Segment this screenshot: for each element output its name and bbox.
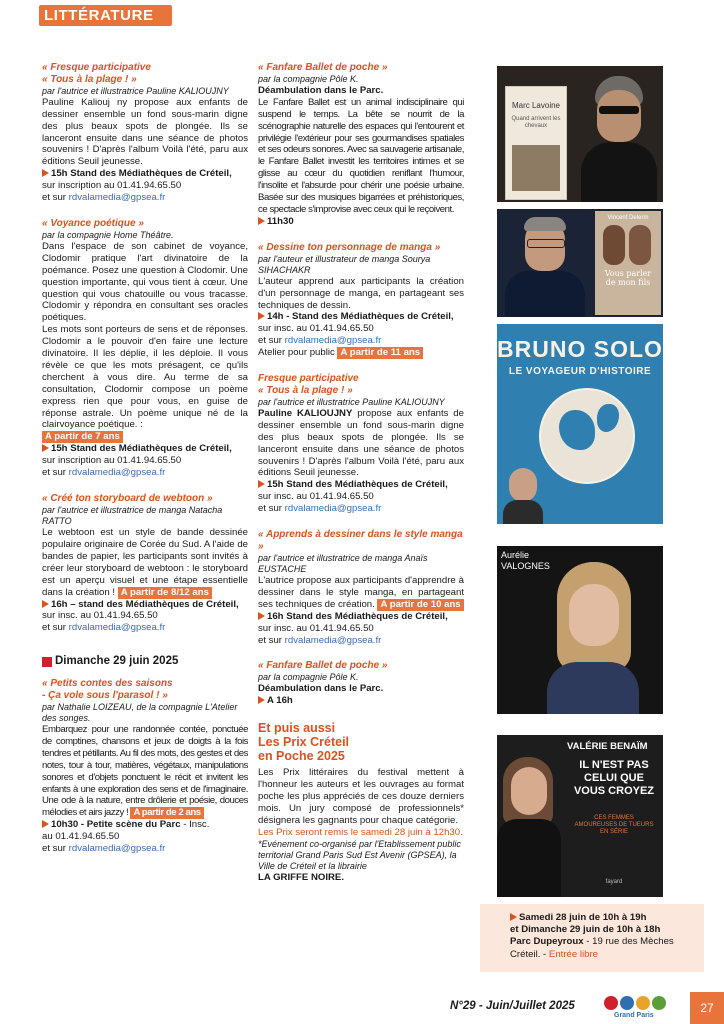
event-title: « Fresque participative bbox=[42, 62, 151, 73]
section-heading: en Poche 2025 bbox=[258, 749, 345, 764]
photo-aurelie-valognes bbox=[497, 546, 663, 714]
event-fresque-2 bbox=[258, 373, 464, 515]
event-fanfare bbox=[258, 62, 464, 228]
event-author: par la compagnie Pôle K. bbox=[258, 73, 359, 84]
author-portrait bbox=[497, 757, 561, 897]
section-header bbox=[39, 5, 172, 26]
event-time: 15h Stand des Médiathèques de Créteil, bbox=[42, 443, 248, 455]
book-title: Vous parler de mon fils bbox=[604, 269, 652, 287]
event-description: Les mots sont porteurs de sens et de réponses. Clodomir a le pouvoir d'en faire une lecture divinatoire. Il les déplie, il les déploie. Il vous révèle ce que les mots présagent, ce qu'ils cherchent à vous dire. Au terme de sa consultation, Clodomir compose un poème express rien que pour vous, en guise de réponse astrale. Un poème unique né de la clairvoyance poétique. : bbox=[42, 324, 248, 431]
book-bruno-solo bbox=[497, 324, 663, 524]
magazine-logo bbox=[604, 995, 676, 1021]
event-contes bbox=[42, 678, 248, 855]
event-time: 16h Stand des Médiathèques de Créteil, bbox=[258, 611, 464, 623]
email-link[interactable]: rdvalamedia@gpsea.fr bbox=[284, 335, 382, 347]
triangle-icon bbox=[42, 600, 49, 608]
email-link[interactable]: rdvalamedia@gpsea.fr bbox=[68, 843, 166, 855]
book-author: VALÉRIE BENAÏM bbox=[567, 741, 648, 752]
event-title: « Tous à la plage ! » bbox=[42, 73, 137, 85]
prix-note: *Evénement co-organisé par l'Etablissement public territorial Grand Paris Sud Est Avenir (GPSEA), la Ville de Créteil et la librairie bbox=[258, 838, 461, 871]
event-phone: sur insc. au 01.41.94.65.50 bbox=[42, 610, 158, 622]
author-portrait bbox=[581, 76, 657, 202]
event-description: Embarquez pour une randonnée contée, ponctuée de comptines, chansons et jeux de doigts à la fois tendres et pétillants. Au fil des mots, des gestes et des notes, tour à tour, matières, végétaux, manipulations sonores et d'objets ponctuent le récit et invitent les enfants à une exploration des sens et de l'imaginaire. Une ode à la nature, entre drôlerie et poésie, douces mélodies et airs jazzy ! A partir de 2 ans bbox=[42, 723, 248, 819]
triangle-icon bbox=[42, 820, 49, 828]
prix-description: Les Prix littéraires du festival mettent à l'honneur les auteurs et les ouvrages au format poche les plus appréciés de ces douze derniers mois. Un jury composé de professionnels* désignera les gagnants pour chaque catégorie. bbox=[258, 767, 464, 826]
author-lastname: VALOGNES bbox=[501, 561, 550, 571]
event-phone: sur insc. au 01.41.94.65.50 bbox=[258, 491, 374, 503]
event-fresque bbox=[42, 62, 248, 204]
book-cover bbox=[595, 211, 661, 315]
entry-info: Entrée libre bbox=[548, 948, 598, 960]
event-title: « Dessine ton personnage de manga » bbox=[258, 241, 441, 253]
event-title: « Apprends à dessiner dans le style manga » bbox=[258, 529, 463, 552]
triangle-icon bbox=[258, 217, 265, 225]
book-title-line1: BRUNO SOLO bbox=[497, 336, 663, 362]
event-author: par Nathalie LOIZEAU, de la compagnie L'Atelier des songes. bbox=[42, 701, 238, 723]
event-author: par la compagnie Pôle K. bbox=[258, 672, 359, 683]
event-title: Fresque participative bbox=[258, 373, 359, 385]
event-author: par l'autrice et illustratrice de manga Natacha RATTO bbox=[42, 505, 223, 526]
event-contact: et sur rdvalamedia@gpsea.fr bbox=[42, 622, 166, 634]
event-time: A 16h bbox=[258, 695, 464, 707]
photo-marc-lavoine bbox=[497, 66, 663, 202]
event-author: par la compagnie Home Théâtre. bbox=[42, 229, 174, 240]
age-badge-row bbox=[42, 431, 248, 443]
event-author: par l'autrice et illustratrice Pauline KALIOUJNY bbox=[42, 85, 229, 96]
event-title: « Tous à la plage ! » bbox=[258, 385, 353, 397]
event-time: 15h Stand des Médiathèques de Créteil, bbox=[258, 479, 464, 491]
age-badge: A partir de 10 ans bbox=[377, 599, 463, 611]
event-author: par l'autrice et illustratrice de manga Anaïs EUSTACHE bbox=[258, 552, 428, 574]
event-title: - Ça vole sous l'parasol ! » bbox=[42, 690, 168, 702]
square-icon bbox=[42, 657, 52, 667]
logo-text: Grand Paris bbox=[614, 1012, 654, 1019]
event-title: « Fanfare Ballet de poche » bbox=[258, 660, 388, 672]
email-link[interactable]: rdvalamedia@gpsea.fr bbox=[284, 503, 382, 515]
book-author: Vincent Delerm bbox=[607, 215, 649, 221]
author-portrait bbox=[497, 209, 593, 317]
event-phone: sur inscription au 01.41.94.65.50 bbox=[42, 455, 182, 467]
event-title: « Voyance poétique » bbox=[42, 217, 144, 229]
author-firstname: Aurélie bbox=[501, 550, 530, 560]
event-description: L'auteur apprend aux participants la création d'un personnage de manga, en partageant ses techniques de dessin. bbox=[258, 275, 464, 311]
triangle-icon bbox=[42, 444, 49, 452]
event-time: 14h - Stand des Médiathèques de Créteil, bbox=[258, 311, 464, 323]
book-title-line2: LE VOYAGEUR D'HISTOIRE bbox=[508, 366, 652, 377]
triangle-icon bbox=[510, 913, 517, 921]
book-publisher: fayard bbox=[605, 879, 623, 885]
event-description: Pauline Kaliouj ny propose aux enfants de dessiner ensemble un fond sous-marin digne des plus beaux spots de plongée. Ils se lanceront ensuite dans une séance de photos souvenirs ! D'après l'album Voilà l'été, paru aux éditions Seuil jeunesse. bbox=[42, 96, 248, 168]
event-description: Le Fanfare Ballet est un animal indisciplinaire qui suspend le temps. La bête se nourrit de la scénographie naturelle des espaces qui l'entourent et privilégie l'extérieur pour ses gourmandises spatiales et ses odeurs sonores. Avec sa sauvagerie artisanale, le Fanfare Ballet investit les territoires intimes et se glisse au cœur du quotidien reniflant l'humour, l'insolite et l'absurde pour chérir une poésie urbaine. Basée sur des musiques bigarrées et préhistoriques, ce spectacle s'improvise avec ceux qui le reçoivent. bbox=[258, 96, 464, 215]
event-description: Dans l'espace de son cabinet de voyance, Clodomir pratique l'art divinatoire de la poémance. Posez une question à Clodomir. Une question importante, qui vous tient à cœur. Une question qui vous chatouille ou vous tracasse. Clodomir y répondra en consultant ses oracles poétiques. bbox=[42, 240, 248, 324]
book-title: Quand arrivent les chevaux bbox=[511, 116, 561, 129]
section-heading: Les Prix Créteil bbox=[258, 735, 350, 750]
issue-label: N°29 - Juin/Juillet 2025 bbox=[450, 1000, 575, 1012]
book-cover bbox=[505, 86, 567, 200]
event-description: Le webtoon est un style de bande dessinée populaire originaire de Corée du Sud. A l'aide de bandes de papier, les participants sont invités à créer leur storyboard de webtoon : le storyboard est un aperçu visuel et une étape essentielle dans la création ! A partir de 8/12 ans bbox=[42, 527, 248, 598]
prix-section bbox=[258, 721, 464, 883]
event-time: 11h30 bbox=[258, 216, 464, 228]
day-heading: Dimanche 29 juin 2025 bbox=[42, 656, 248, 668]
event-contact: et sur rdvalamedia@gpsea.fr bbox=[42, 467, 166, 479]
event-phone: sur inscription au 01.41.94.65.50 bbox=[42, 180, 182, 192]
info-box bbox=[480, 904, 704, 972]
author-portrait bbox=[503, 464, 543, 524]
event-subtitle: Déambulation dans le Parc. bbox=[258, 84, 384, 96]
age-badge: A partir de 2 ans bbox=[130, 807, 203, 819]
event-contact: et sur rdvalamedia@gpsea.fr bbox=[42, 192, 166, 204]
info-line: Samedi 28 juin de 10h à 19h bbox=[510, 912, 700, 924]
info-line: Parc Dupeyroux - 19 rue des Mèches bbox=[510, 936, 674, 948]
event-manga-style bbox=[258, 529, 464, 646]
email-link[interactable]: rdvalamedia@gpsea.fr bbox=[68, 622, 166, 634]
event-description: L'autrice propose aux participants d'apprendre à dessiner dans le style manga, en partageant ses techniques de création. A partir de 10 ans bbox=[258, 574, 464, 610]
book-valerie-benaim bbox=[497, 735, 663, 897]
event-author: par l'auteur et illustrateur de manga Sourya SIHACHAKR bbox=[258, 253, 431, 275]
triangle-icon bbox=[258, 696, 265, 704]
event-description: Pauline KALIOUJNY propose aux enfants de dessiner ensemble un fond sous-marin digne des plus beaux spots de plongée. Ils se lanceront ensuite dans une séance de photos souvenirs ! D'après l'album Voilà l'été, paru aux éditions Seuil jeunesse. bbox=[258, 407, 464, 479]
event-manga-perso bbox=[258, 242, 464, 359]
info-text bbox=[510, 912, 700, 961]
event-public: Atelier pour public A partir de 11 ans bbox=[258, 347, 464, 359]
column-left bbox=[42, 62, 248, 869]
event-title: « Petits contes des saisons bbox=[42, 678, 173, 690]
bookshop-name: LA GRIFFE NOIRE. bbox=[258, 871, 344, 883]
event-contact: et sur rdvalamedia@gpsea.fr bbox=[258, 634, 382, 646]
page-number: 27 bbox=[690, 992, 724, 1024]
column-middle bbox=[258, 62, 464, 884]
triangle-icon bbox=[258, 480, 265, 488]
event-contact: et sur rdvalamedia@gpsea.fr bbox=[42, 843, 166, 855]
book-author: Marc Lavoine bbox=[511, 101, 561, 110]
section-title: LITTÉRATURE bbox=[44, 7, 154, 24]
logo-mark bbox=[604, 995, 676, 1013]
book-title: IL N'EST PAS CELUI QUE VOUS CROYEZ bbox=[573, 759, 655, 797]
event-contact: et sur rdvalamedia@gpsea.fr bbox=[258, 335, 382, 347]
age-badge: A partir de 8/12 ans bbox=[118, 587, 212, 599]
event-phone: sur insc. au 01.41.94.65.50 bbox=[258, 622, 374, 634]
event-voyance bbox=[42, 218, 248, 479]
event-webtoon bbox=[42, 493, 248, 634]
section-heading: Et puis aussi bbox=[258, 721, 336, 736]
event-title: « Créé ton storyboard de webtoon » bbox=[42, 493, 213, 505]
book-subtitle: CES FEMMES AMOUREUSES DE TUEURS EN SÉRIE bbox=[574, 815, 654, 835]
event-subtitle: Déambulation dans le Parc. bbox=[258, 683, 384, 695]
event-time: 16h – stand des Médiathèques de Créteil, bbox=[42, 599, 248, 611]
event-author: par l'autrice et illustratrice Pauline KALIOUJNY bbox=[258, 396, 445, 407]
event-time: 15h Stand des Médiathèques de Créteil, bbox=[42, 168, 248, 180]
event-phone: sur insc. au 01.41.94.65.50 bbox=[258, 323, 374, 335]
event-title: « Fanfare Ballet de poche » bbox=[258, 62, 388, 73]
photo-vincent-delerm bbox=[497, 209, 663, 317]
event-fanfare-2 bbox=[258, 660, 464, 707]
prix-date: Les Prix seront remis le samedi 28 juin à 12h30. bbox=[258, 826, 463, 838]
email-link[interactable]: rdvalamedia@gpsea.fr bbox=[68, 192, 166, 204]
info-line: Créteil. - Entrée libre bbox=[510, 948, 598, 960]
age-badge: A partir de 7 ans bbox=[42, 431, 123, 443]
triangle-icon bbox=[258, 612, 265, 620]
event-contact: et sur rdvalamedia@gpsea.fr bbox=[258, 503, 382, 515]
author-portrait bbox=[543, 562, 643, 714]
event-phone: au 01.41.94.65.50 bbox=[42, 831, 120, 843]
age-badge: A partir de 11 ans bbox=[337, 347, 423, 359]
info-line: et Dimanche 29 juin de 10h à 18h bbox=[510, 924, 661, 936]
triangle-icon bbox=[258, 312, 265, 320]
email-link[interactable]: rdvalamedia@gpsea.fr bbox=[68, 467, 166, 479]
triangle-icon bbox=[42, 169, 49, 177]
event-time: 10h30 - Petite scène du Parc - Insc. bbox=[42, 819, 248, 831]
email-link[interactable]: rdvalamedia@gpsea.fr bbox=[284, 634, 382, 646]
